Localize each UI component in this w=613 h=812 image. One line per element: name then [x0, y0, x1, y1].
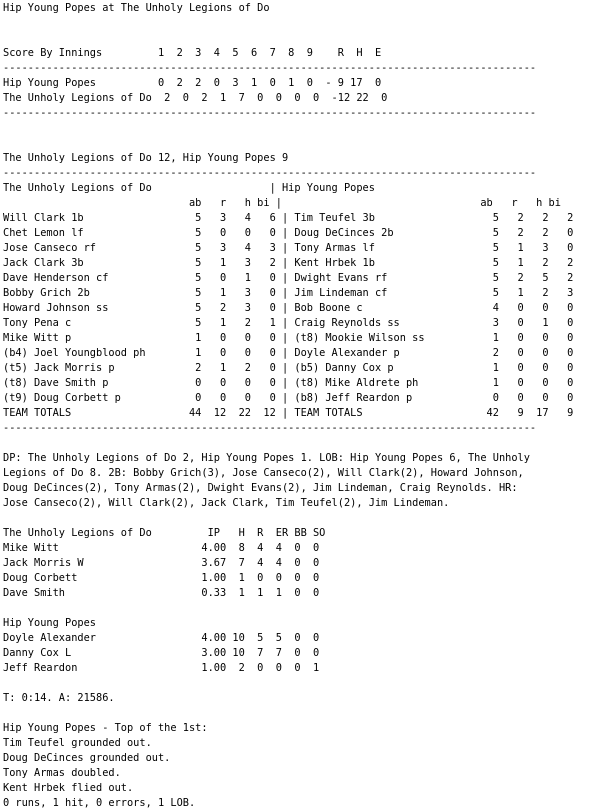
- report-line: Tim Teufel grounded out.: [3, 737, 152, 749]
- report-line: The Unholy Legions of Do | Hip Young Popes: [3, 182, 375, 194]
- report-line: The Unholy Legions of Do 12, Hip Young Popes 9: [3, 152, 289, 164]
- report-line: [3, 136, 573, 151]
- report-line: The Unholy Legions of Do 2 0 2 1 7 0 0 0 0 -12 22 0: [3, 92, 388, 104]
- report-line: Chet Lemon lf 5 0 0 0 | Doug DeCinces 2b 5 2 2 0: [3, 227, 574, 239]
- report-line: 0 runs, 1 hit, 0 errors, 1 LOB.: [3, 797, 196, 809]
- report-line: Doug DeCinces grounded out.: [3, 752, 171, 764]
- report-line: Jack Morris W 3.67 7 4 4 0 0: [3, 557, 320, 569]
- report-line: (b4) Joel Youngblood ph 1 0 0 0 | Doyle Alexander p 2 0 0 0: [3, 347, 574, 359]
- report-line: Doyle Alexander 4.00 10 5 5 0 0: [3, 632, 320, 644]
- report-line: [3, 601, 573, 616]
- report-line: Hip Young Popes - Top of the 1st:: [3, 722, 208, 734]
- report-line: Kent Hrbek flied out.: [3, 782, 134, 794]
- report-line: The Unholy Legions of Do IP H R ER BB SO: [3, 527, 326, 539]
- separator-line: --------------------------------------------------------------------------------------: [3, 62, 537, 74]
- report-line: [3, 16, 573, 31]
- report-line: Dave Smith 0.33 1 1 1 0 0: [3, 587, 320, 599]
- report-line: Mike Witt 4.00 8 4 4 0 0: [3, 542, 320, 554]
- report-line: Bobby Grich 2b 5 1 3 0 | Jim Lindeman cf 5 1 2 3: [3, 287, 574, 299]
- report-line: Tony Pena c 5 1 2 1 | Craig Reynolds ss 3 0 1 0: [3, 317, 574, 329]
- separator-line: --------------------------------------------------------------------------------------: [3, 107, 537, 119]
- report-line: Doug Corbett 1.00 1 0 0 0 0: [3, 572, 320, 584]
- report-line: Will Clark 1b 5 3 4 6 | Tim Teufel 3b 5 2 2 2: [3, 212, 574, 224]
- report-line: [3, 31, 573, 46]
- report-line: Hip Young Popes at The Unholy Legions of Do: [3, 2, 270, 14]
- report-line: [3, 511, 573, 526]
- report-line: Jose Canseco rf 5 3 4 3 | Tony Armas lf 5 1 3 0: [3, 242, 574, 254]
- report-line: Jose Canseco(2), Will Clark(2), Jack Clark, Tim Teufel(2), Jim Lindeman.: [3, 497, 450, 509]
- report-line: (t5) Jack Morris p 2 1 2 0 | (b5) Danny Cox p 1 0 0 0: [3, 362, 574, 374]
- report-line: [3, 121, 573, 136]
- report-line: Score By Innings 1 2 3 4 5 6 7 8 9 R H E: [3, 47, 382, 59]
- report-line: TEAM TOTALS 44 12 22 12 | TEAM TOTALS 42 9 17 9: [3, 407, 574, 419]
- report-line: Danny Cox L 3.00 10 7 7 0 0: [3, 647, 320, 659]
- box-score-report: [3, 0, 573, 811]
- report-line: Tony Armas doubled.: [3, 767, 121, 779]
- report-line: (t8) Dave Smith p 0 0 0 0 | (t8) Mike Aldrete ph 1 0 0 0: [3, 377, 574, 389]
- report-line: Hip Young Popes: [3, 617, 96, 629]
- separator-line: --------------------------------------------------------------------------------------: [3, 167, 537, 179]
- report-line: [3, 436, 573, 451]
- report-line: DP: The Unholy Legions of Do 2, Hip Young Popes 1. LOB: Hip Young Popes 6, The Unholy: [3, 452, 530, 464]
- report-line: [3, 706, 573, 721]
- report-line: ab r h bi | ab r h bi: [3, 197, 561, 209]
- report-line: Doug DeCinces(2), Tony Armas(2), Dwight Evans(2), Jim Lindeman, Craig Reynolds. HR:: [3, 482, 518, 494]
- report-line: Hip Young Popes 0 2 2 0 3 1 0 1 0 - 9 17 0: [3, 77, 382, 89]
- report-line: Jack Clark 3b 5 1 3 2 | Kent Hrbek 1b 5 1 2 2: [3, 257, 574, 269]
- report-line: [3, 676, 573, 691]
- report-line: T: 0:14. A: 21586.: [3, 692, 115, 704]
- report-line: (t9) Doug Corbett p 0 0 0 0 | (b8) Jeff Reardon p 0 0 0 0: [3, 392, 574, 404]
- report-line: Legions of Do 8. 2B: Bobby Grich(3), Jose Canseco(2), Will Clark(2), Howard Johnson,: [3, 467, 524, 479]
- report-line: Jeff Reardon 1.00 2 0 0 0 1: [3, 662, 320, 674]
- report-line: Dave Henderson cf 5 0 1 0 | Dwight Evans rf 5 2 5 2: [3, 272, 574, 284]
- report-line: Mike Witt p 1 0 0 0 | (t8) Mookie Wilson ss 1 0 0 0: [3, 332, 574, 344]
- separator-line: --------------------------------------------------------------------------------------: [3, 422, 537, 434]
- report-line: Howard Johnson ss 5 2 3 0 | Bob Boone c 4 0 0 0: [3, 302, 574, 314]
